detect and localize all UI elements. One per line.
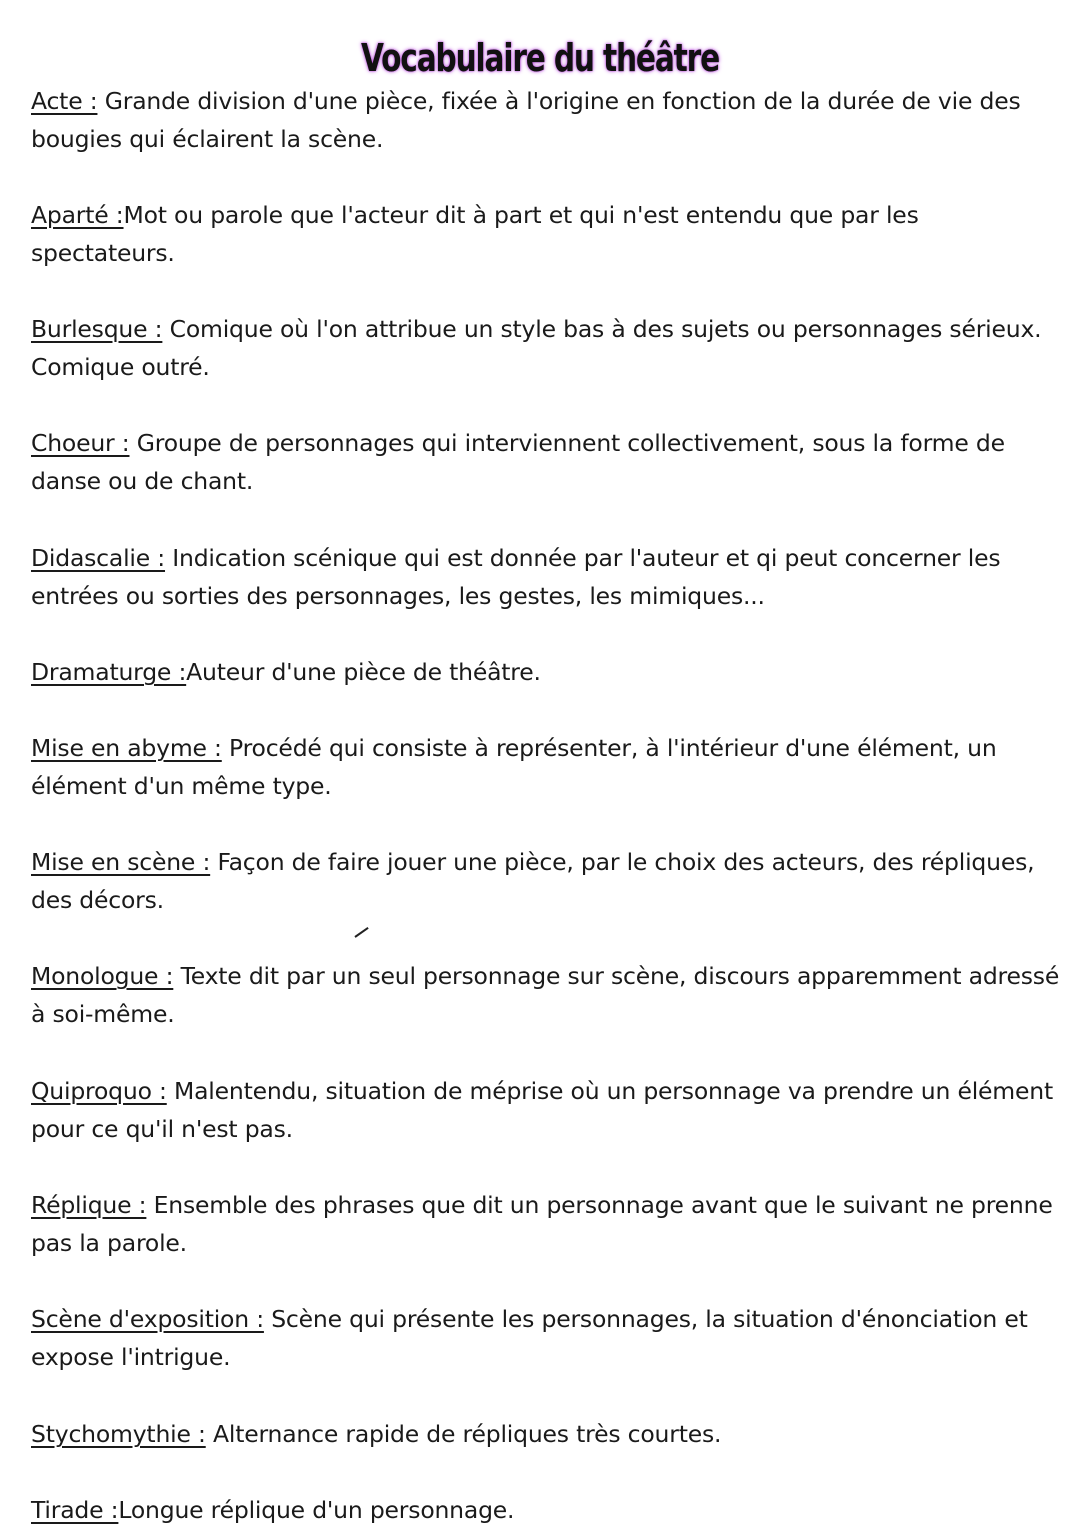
entry-term: Tirade : [31, 1496, 119, 1524]
vocabulary-entry [31, 1300, 1061, 1376]
entry-definition: Texte dit par un seul personnage sur scène, discours apparemment adressé à soi-même. [31, 962, 1060, 1028]
entry-term: Aparté : [31, 201, 124, 229]
entry-term: Mise en scène : [31, 848, 211, 876]
entry-term: Dramaturge : [31, 658, 187, 686]
entry-term: Stychomythie : [31, 1420, 206, 1448]
entry-term: Monologue : [31, 962, 174, 990]
vocabulary-entry [31, 1491, 1061, 1529]
entry-term: Quiproquo : [31, 1077, 167, 1105]
entry-term: Scène d'exposition : [31, 1305, 264, 1333]
vocabulary-entry [31, 843, 1061, 919]
page-title: Vocabulaire du théâtre [360, 36, 720, 80]
entry-definition: Groupe de personnages qui interviennent collectivement, sous la forme de danse ou de chant. [31, 429, 1005, 495]
vocabulary-entry [31, 310, 1061, 386]
vocabulary-entry [31, 82, 1061, 158]
entry-definition: Indication scénique qui est donnée par l'auteur et qi peut concerner les entrées ou sorties des personnages, les gestes, les mimiques... [31, 544, 1001, 610]
entry-term: Acte : [31, 87, 98, 115]
entry-definition: Longue réplique d'un personnage. [118, 1496, 515, 1524]
entry-definition: Mot ou parole que l'acteur dit à part et qui n'est entendu que par les spectateurs. [31, 201, 919, 267]
vocabulary-entry [31, 653, 1061, 691]
entry-definition: Procédé qui consiste à représenter, à l'intérieur d'une élément, un élément d'un même type. [31, 734, 997, 800]
entry-definition: Auteur d'une pièce de théâtre. [186, 658, 541, 686]
vocabulary-entry [31, 539, 1061, 615]
entry-definition: Alternance rapide de répliques très courtes. [205, 1420, 722, 1448]
vocabulary-entry [31, 957, 1061, 1033]
entry-term: Didascalie : [31, 544, 166, 572]
vocabulary-entry [31, 1186, 1061, 1262]
entry-definition: Scène qui présente les personnages, la situation d'énonciation et expose l'intrigue. [31, 1305, 1028, 1371]
entry-definition: Façon de faire jouer une pièce, par le choix des acteurs, des répliques, des décors. [31, 848, 1035, 914]
pen-stroke-mark [354, 927, 368, 938]
entry-definition: Grande division d'une pièce, fixée à l'origine en fonction de la durée de vie des bougies qui éclairent la scène. [31, 87, 1021, 153]
entry-term: Choeur : [31, 429, 130, 457]
vocabulary-entry [31, 1072, 1061, 1148]
entry-definition: Malentendu, situation de méprise où un personnage va prendre un élément pour ce qu'il n'est pas. [31, 1077, 1053, 1143]
entry-definition: Comique où l'on attribue un style bas à des sujets ou personnages sérieux. Comique outré. [31, 315, 1042, 381]
entry-term: Mise en abyme : [31, 734, 222, 762]
vocabulary-entry [31, 196, 1061, 272]
entry-term: Réplique : [31, 1191, 147, 1219]
entry-term: Burlesque : [31, 315, 163, 343]
vocabulary-entry [31, 424, 1061, 500]
vocabulary-entry [31, 1415, 1061, 1453]
entry-definition: Ensemble des phrases que dit un personnage avant que le suivant ne prenne pas la parole. [31, 1191, 1053, 1257]
vocabulary-entry [31, 729, 1061, 805]
